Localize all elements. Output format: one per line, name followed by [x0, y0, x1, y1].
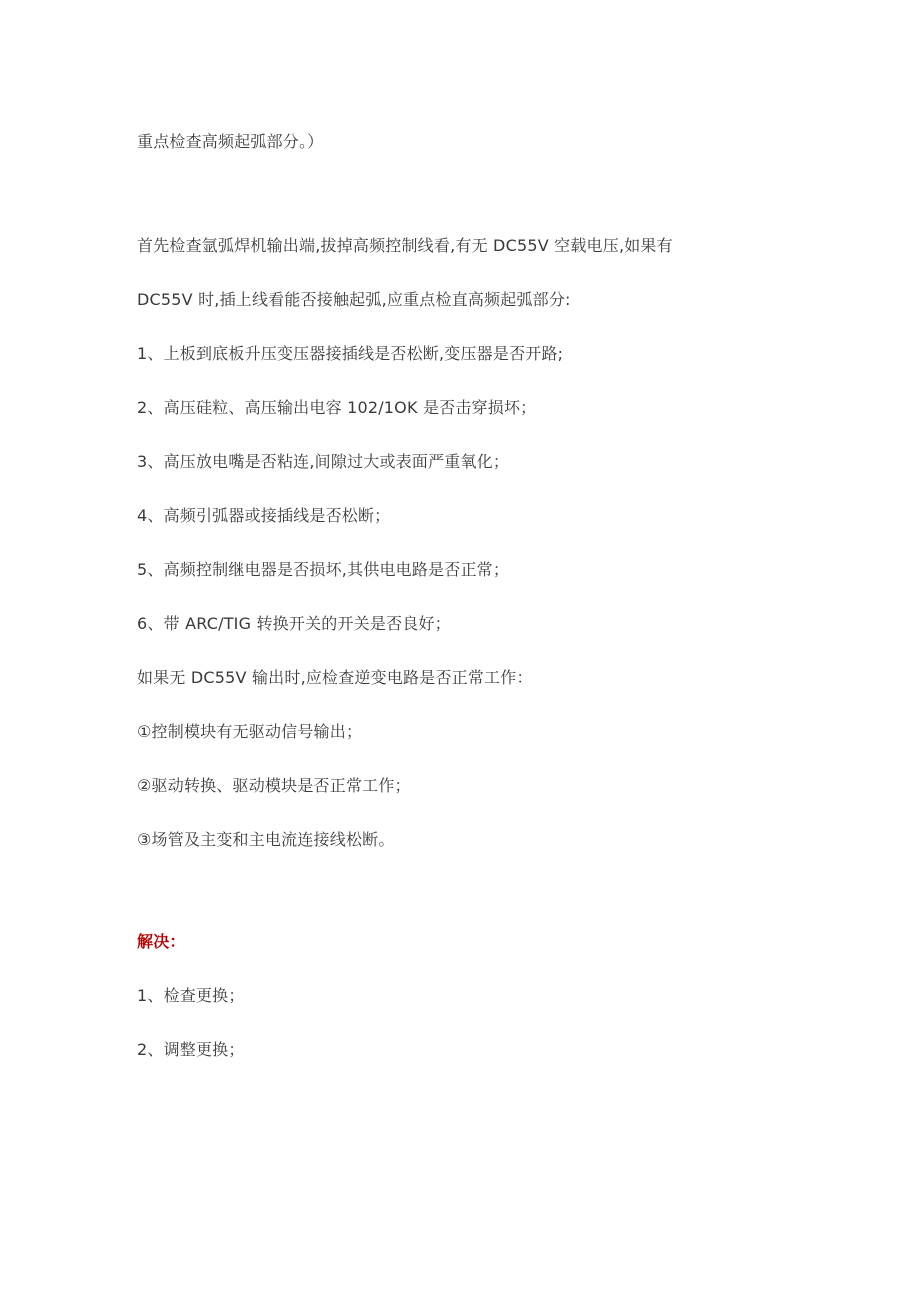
- list-item: 4、高频引弧器或接插线是否松断；: [137, 506, 391, 525]
- text-line: 重点检查高频起弧部分。）: [137, 132, 324, 151]
- solution-heading: 解决：: [137, 932, 186, 951]
- solution-item: 2、调整更换；: [137, 1040, 245, 1059]
- list-item: 3、高压放电嘴是否粘连,间隙过大或表面严重氧化；: [137, 452, 510, 471]
- text-line: 首先检查氩弧焊机输出端,拔掉高频控制线看,有无 DC55V 空载电压,如果有: [137, 236, 673, 255]
- text-line: DC55V 时,插上线看能否接触起弧,应重点检直高频起弧部分:: [137, 290, 571, 309]
- list-item: 2、高压硅粒、高压输出电容 102/1OK 是否击穿损坏；: [137, 398, 537, 417]
- solution-item: 1、检查更换；: [137, 986, 245, 1005]
- text-line: 如果无 DC55V 输出时,应检查逆变电路是否正常工作：: [137, 668, 533, 687]
- list-item: ②驱动转换、驱动模块是否正常工作；: [137, 776, 411, 795]
- list-item: ①控制模块有无驱动信号输出；: [137, 722, 363, 741]
- list-item: 5、高频控制继电器是否损坏,其供电电路是否正常；: [137, 560, 510, 579]
- list-item: ③场管及主变和主电流连接线松断。: [137, 830, 395, 849]
- list-item: 1、上板到底板升压变压器接插线是否松断,变压器是否开路;: [137, 344, 564, 363]
- list-item: 6、带 ARC/TIG 转换开关的开关是否良好；: [137, 614, 451, 633]
